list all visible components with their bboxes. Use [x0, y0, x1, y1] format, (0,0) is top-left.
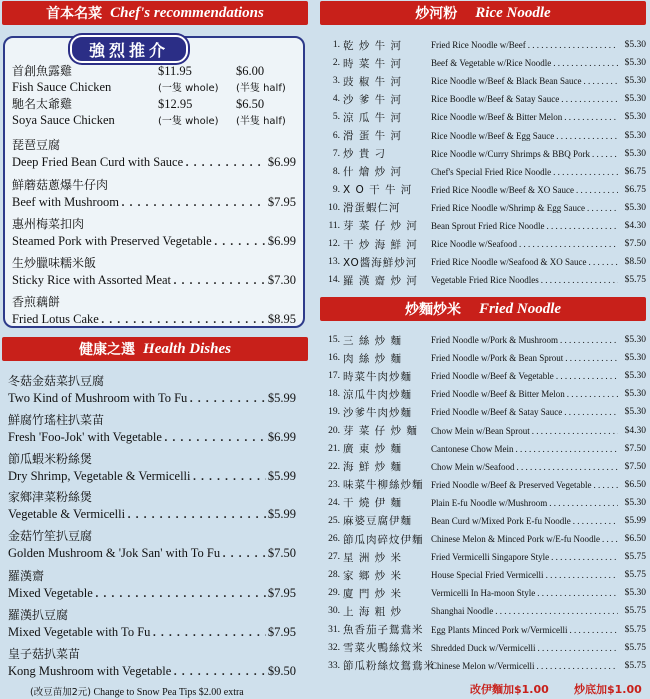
health-header-en: Health Dishes: [143, 340, 231, 357]
item-number: 7.: [332, 148, 340, 159]
item-price: $7.50: [624, 443, 646, 454]
item-price: $6.50: [624, 479, 646, 490]
efu-extra: 改伊麵加$1.00: [470, 683, 549, 696]
dot-leader: [602, 534, 618, 544]
crispy-extra: 炒底加$1.00: [574, 683, 642, 696]
item-zh: 滑 蛋 牛 河: [343, 130, 403, 143]
chef-header-zh: 首本名菜: [46, 6, 103, 22]
menu-row: [316, 602, 646, 620]
dot-leader: [564, 407, 618, 417]
dot-leader: [519, 239, 618, 249]
item-price: $7.95: [267, 195, 296, 209]
health-header-zh: 健康之選: [79, 342, 136, 358]
menu-row: [316, 639, 646, 657]
item-zh: 生炒臘味糯米飯: [12, 256, 97, 270]
chef-item: [12, 293, 296, 328]
chef-header-en: Chef's recommendations: [110, 4, 264, 21]
dot-leader: [551, 552, 618, 562]
item-price: $4.30: [624, 425, 646, 436]
item-en: Vegetable Fried Rice Noodles: [431, 275, 539, 286]
rice-list: [316, 36, 646, 289]
item-price: $5.75: [624, 275, 646, 286]
dot-leader: [573, 516, 618, 526]
menu-row: [316, 421, 646, 439]
item-en: Vegetable & Vermicelli: [8, 507, 126, 521]
item-price: $9.50: [267, 664, 296, 678]
dot-leader: [583, 76, 618, 86]
item-zh: 沙 爹 牛 河: [343, 93, 403, 106]
item-zh: 節瓜肉碎炆伊麵: [343, 533, 424, 546]
item-en: Fried Noodle w/Beef & Bitter Melon: [431, 389, 565, 400]
item-en: Sticky Rice with Assorted Meat: [12, 273, 172, 287]
item-price: $7.50: [624, 461, 646, 472]
item-number: 23.: [328, 479, 340, 490]
item-price: $5.75: [624, 606, 646, 617]
item-number: 11.: [328, 220, 340, 231]
item-price: $6.75: [624, 184, 646, 195]
item-en: Deep Fried Bean Curd with Sauce: [12, 155, 184, 169]
menu-row: [316, 548, 646, 566]
item-en: Chow Mein w/Bean Sprout: [431, 425, 530, 436]
menu-row: [316, 494, 646, 512]
item-price: $5.30: [624, 389, 646, 400]
item-zh: 涼 瓜 牛 河: [343, 111, 403, 124]
dot-leader: [564, 112, 618, 122]
item-zh: 家 鄉 炒 米: [343, 569, 403, 582]
item-number: 9.: [332, 184, 340, 195]
dot-leader: [546, 570, 618, 580]
item-zh: XO醬海鮮炒河: [343, 256, 418, 269]
item-en: Fresh 'Foo-Jok' with Vegetable: [8, 430, 162, 444]
item-price: $5.30: [624, 497, 646, 508]
dot-leader: [532, 426, 618, 436]
health-header: [2, 337, 308, 361]
item-zh: 涼瓜牛肉炒麵: [343, 388, 412, 401]
health-item: [8, 645, 296, 680]
item-zh: 什 燴 炒 河: [343, 166, 403, 179]
item-number: 8.: [332, 166, 340, 177]
item-price-whole: $11.95: [158, 64, 192, 78]
item-en: Mixed Vegetable with To Fu: [8, 625, 151, 639]
item-number: 16.: [328, 353, 340, 364]
item-zh: 馳名太爺雞: [12, 97, 73, 111]
chef-item: [12, 215, 296, 250]
item-price: $6.50: [624, 534, 646, 545]
dot-leader: [594, 480, 618, 490]
dot-leader: [567, 389, 618, 399]
item-zh: 雪菜火鴨絲炆米: [343, 642, 424, 655]
item-price: $5.30: [624, 588, 646, 599]
item-price: $6.99: [267, 234, 296, 248]
health-item: [8, 488, 296, 523]
item-price: $6.75: [624, 166, 646, 177]
dot-leader: [576, 185, 618, 195]
item-en: Fried Rice Noodle w/Beef: [431, 40, 526, 51]
item-en: Fried Noodle w/Beef & Preserved Vegetable: [431, 479, 592, 490]
menu-row: [316, 512, 646, 530]
item-en: Cantonese Chow Mein: [431, 443, 514, 454]
item-en: Beef & Vegetable w/Rice Noodle: [431, 58, 552, 69]
menu-row: [316, 476, 646, 494]
item-price: $5.75: [624, 552, 646, 563]
item-number: 6.: [332, 130, 340, 141]
item-en: Rice Noodle w/Curry Shrimps & BBQ Pork: [431, 148, 590, 159]
item-number: 19.: [328, 407, 340, 418]
item-price: $5.30: [624, 353, 646, 364]
item-en: Fried Vermicelli Singapore Style: [431, 552, 550, 563]
dot-leader: [537, 588, 618, 598]
item-en: Fried Rice Noodle w/Seafood & XO Sauce: [431, 257, 587, 268]
dot-leader: [565, 353, 618, 363]
item-size-whole: (一隻 whole): [158, 83, 219, 94]
item-number: 24.: [328, 497, 340, 508]
item-price: $5.99: [624, 515, 646, 526]
item-number: 14.: [328, 275, 340, 286]
dot-leader: [495, 606, 618, 616]
chef-item: [12, 176, 296, 211]
item-number: 28.: [328, 570, 340, 581]
note-en: Change to Snow Pea Tips $2.00 extra: [93, 687, 244, 698]
item-en: Fried Rice Noodle w/Shrimp & Egg Sauce: [431, 202, 585, 213]
dot-leader: [536, 661, 618, 671]
dot-leader: [553, 167, 618, 177]
item-price: $5.75: [624, 642, 646, 653]
menu-row: [316, 145, 646, 163]
item-zh: 時菜牛肉炒麵: [343, 370, 412, 383]
item-number: 30.: [328, 606, 340, 617]
chef-item: [12, 95, 296, 128]
item-zh: 豉 椒 牛 河: [343, 75, 403, 88]
item-en: Shredded Duck w/Vermicelli: [431, 642, 536, 653]
item-zh: 節瓜蝦米粉絲煲: [8, 452, 93, 466]
item-number: 32.: [328, 642, 340, 653]
item-en: Fried Noodle w/Beef & Satay Sauce: [431, 407, 563, 418]
menu-row: [316, 181, 646, 199]
dot-leader: [556, 131, 618, 141]
dot-leader: [560, 335, 618, 345]
item-price: $4.30: [624, 220, 646, 231]
menu-row: [316, 385, 646, 403]
menu-row: [316, 331, 646, 349]
item-price: $5.30: [624, 148, 646, 159]
item-price-whole: $12.95: [158, 97, 193, 111]
item-en: Mixed Vegetable: [8, 586, 93, 600]
item-zh: 海 鮮 炒 麵: [343, 461, 403, 474]
dot-leader: [587, 203, 618, 213]
item-price: $5.30: [624, 94, 646, 105]
item-zh: 鮮腐竹瑤柱扒菜苗: [8, 413, 105, 427]
item-en: Soya Sauce Chicken: [12, 113, 115, 127]
item-price: $6.99: [267, 430, 296, 444]
item-en: Fried Noodle w/Beef & Vegetable: [431, 371, 554, 382]
fried-header: [320, 297, 646, 321]
dot-leader: [549, 498, 618, 508]
item-size-half: (半隻 half): [236, 116, 286, 127]
menu-row: [316, 367, 646, 385]
item-en: Fried Rice Noodle w/Beef & XO Sauce: [431, 184, 574, 195]
chef-header: [2, 1, 308, 25]
item-price: $7.95: [267, 586, 296, 600]
item-zh: 冬菇金菇菜扒豆腐: [8, 374, 105, 388]
item-zh: 羅漢扒豆腐: [8, 608, 69, 622]
item-number: 21.: [328, 443, 340, 454]
fried-list: [316, 331, 646, 675]
item-zh: 星 洲 炒 米: [343, 551, 403, 564]
item-en: Plain E-fu Noodle w/Mushroom: [431, 497, 548, 508]
dot-leader: [592, 149, 618, 159]
menu-row: [316, 657, 646, 675]
menu-row: [316, 566, 646, 584]
menu-row: [316, 253, 646, 271]
menu-row: [316, 199, 646, 217]
item-number: 2.: [332, 58, 340, 69]
item-en: Rice Noodle w/Beef & Black Bean Sauce: [431, 76, 582, 87]
menu-row: [316, 458, 646, 476]
item-number: 12.: [328, 239, 340, 250]
item-zh: 三 絲 炒 麵: [343, 334, 403, 347]
menu-row: [316, 126, 646, 144]
chef-badge: 強烈推介: [70, 35, 188, 63]
item-zh: 芽 菜 仔 炒 麵: [343, 425, 418, 438]
item-en: Two Kind of Mushroom with To Fu: [8, 391, 188, 405]
item-number: 18.: [328, 389, 340, 400]
menu-row: [316, 235, 646, 253]
item-price: $7.50: [624, 239, 646, 250]
item-size-half: (半隻 half): [236, 83, 286, 94]
item-price: $5.30: [624, 58, 646, 69]
menu-row: [316, 72, 646, 90]
item-number: 33.: [328, 660, 340, 671]
item-zh: 首創魚露雞: [12, 64, 73, 78]
dot-leader: [556, 371, 618, 381]
dot-leader: [537, 643, 618, 653]
item-en: Chinese Melon & Minced Pork w/E-fu Noodle: [431, 534, 600, 545]
item-number: 5.: [332, 112, 340, 123]
item-number: 17.: [328, 371, 340, 382]
item-price: $5.30: [624, 371, 646, 382]
dot-leader: [546, 221, 618, 231]
note-zh: (改豆苗加2元): [30, 687, 91, 698]
item-number: 15.: [328, 335, 340, 346]
health-item: [8, 450, 296, 485]
item-en: Egg Plants Minced Pork w/Vermicelli: [431, 624, 568, 635]
menu-row: [316, 54, 646, 72]
item-zh: 琵琶豆腐: [12, 138, 61, 152]
menu-row: [316, 440, 646, 458]
item-number: 31.: [328, 624, 340, 635]
item-zh: 肉 絲 炒 麵: [343, 352, 403, 365]
rice-header-zh: 炒河粉: [415, 6, 458, 22]
item-price: $5.30: [624, 407, 646, 418]
item-zh: 上 海 粗 炒: [343, 605, 403, 618]
item-en: Golden Mushroom & 'Jok San' with To Fu: [8, 546, 221, 560]
item-price: $5.30: [624, 335, 646, 346]
item-en: Chef's Special Fried Rice Noodle: [431, 166, 552, 177]
menu-row: [316, 217, 646, 235]
item-zh: 皇子菇扒菜苗: [8, 647, 81, 661]
item-number: 1.: [332, 40, 340, 51]
health-item: [8, 527, 296, 562]
item-price: $8.95: [267, 312, 296, 326]
dot-leader: [553, 58, 618, 68]
item-price: $7.95: [267, 625, 296, 639]
dot-leader: [588, 257, 618, 267]
item-number: 25.: [328, 515, 340, 526]
item-en: Rice Boodle w/Beef & Satay Sauce: [431, 94, 560, 105]
menu-row: [316, 108, 646, 126]
item-number: 26.: [328, 534, 340, 545]
item-zh: X O 干 牛 河: [343, 184, 413, 197]
item-price: $7.50: [267, 546, 296, 560]
item-price: $5.30: [624, 76, 646, 87]
dot-leader: [561, 94, 618, 104]
item-en: Beef with Mushroom: [12, 195, 119, 209]
item-en: House Special Fried Vermicelli: [431, 570, 544, 581]
chef-item: [12, 62, 296, 95]
health-item: [8, 411, 296, 446]
item-zh: 羅漢齋: [8, 569, 45, 583]
menu-row: [316, 349, 646, 367]
item-number: 29.: [328, 588, 340, 599]
item-price: $5.30: [624, 202, 646, 213]
dot-leader: [541, 275, 618, 285]
health-item: [8, 567, 296, 602]
item-number: 22.: [328, 461, 340, 472]
item-en: Bean Curd w/Mixed Pork E-fu Noodle: [431, 515, 571, 526]
fried-header-en: Fried Noodle: [478, 300, 562, 317]
health-item: [8, 606, 296, 641]
item-zh: 鮮蘑菇蔥爆牛仔肉: [12, 178, 109, 192]
item-price-half: $6.00: [236, 64, 265, 78]
item-number: 4.: [332, 94, 340, 105]
item-en: Rice Noodle w/Seafood: [431, 239, 517, 250]
rice-header-en: Rice Noodle: [475, 4, 551, 21]
menu-row: [316, 163, 646, 181]
item-en: Vermicelli In Ha-moon Style: [431, 588, 536, 599]
dot-leader: [516, 444, 619, 454]
dot-leader: [569, 625, 618, 635]
item-size-whole: (一隻 whole): [158, 116, 219, 127]
item-en: Bean Sprout Fried Rice Noodle: [431, 220, 545, 231]
item-zh: 魚香茄子鴛鴦米: [343, 624, 424, 637]
item-zh: 滑蛋蝦仁河: [343, 202, 401, 215]
menu-row: [316, 271, 646, 289]
item-zh: 惠州梅菜扣肉: [12, 217, 85, 231]
item-zh: 香煎藕餅: [12, 295, 61, 309]
item-number: 20.: [328, 425, 340, 436]
chef-item: [12, 254, 296, 289]
menu-row: [316, 584, 646, 602]
item-number: 13.: [328, 257, 340, 268]
item-zh: 麻婆豆腐伊麵: [343, 515, 412, 528]
item-zh: 金菇竹笙扒豆腐: [8, 529, 93, 543]
item-price: $5.75: [624, 660, 646, 671]
menu-row: [316, 403, 646, 421]
item-price: $5.75: [624, 624, 646, 635]
item-price-half: $6.50: [236, 97, 265, 111]
item-zh: 芽 菜 仔 炒 河: [343, 220, 418, 233]
item-en: Shanghai Noodle: [431, 606, 494, 617]
item-zh: 廣 東 炒 麵: [343, 443, 403, 456]
item-en: Fried Noodle w/Pork & Mushroom: [431, 335, 558, 346]
item-en: Fried Noodle w/Pork & Bean Sprout: [431, 353, 564, 364]
item-en: Chow Mein w/Seafood: [431, 461, 515, 472]
snow-pea-note: [30, 684, 244, 698]
menu-row: [316, 36, 646, 54]
item-zh: 味菜牛柳絲炒麵: [343, 479, 424, 492]
item-zh: 家鄉津菜粉絲煲: [8, 490, 93, 504]
item-en: Fried Lotus Cake: [12, 312, 99, 326]
item-en: Fish Sauce Chicken: [12, 80, 112, 94]
item-zh: 沙爹牛肉炒麵: [343, 406, 412, 419]
item-zh: 時 菜 牛 河: [343, 57, 403, 70]
item-price: $5.99: [267, 507, 296, 521]
item-zh: 乾 炒 牛 河: [343, 39, 403, 52]
item-price: $6.99: [267, 155, 296, 169]
item-zh: 羅 漢 齋 炒 河: [343, 274, 418, 287]
item-price: $5.30: [624, 112, 646, 123]
menu-row: [316, 90, 646, 108]
item-price: $5.99: [267, 391, 296, 405]
item-number: 3.: [332, 76, 340, 87]
item-zh: 廈 門 炒 米: [343, 587, 403, 600]
item-en: Steamed Pork with Preserved Vegetable: [12, 234, 212, 248]
item-price: $5.99: [267, 469, 296, 483]
menu-row: [316, 621, 646, 639]
item-zh: 干 燒 伊 麵: [343, 497, 403, 510]
dot-leader: [528, 40, 618, 50]
rice-header: [320, 1, 646, 25]
item-en: Kong Mushroom with Vegetable: [8, 664, 172, 678]
item-number: 10.: [328, 202, 340, 213]
fried-header-zh: 炒麵炒米: [404, 302, 461, 318]
item-zh: 炒 貴 刁: [343, 148, 387, 161]
item-number: 27.: [328, 552, 340, 563]
item-zh: 節瓜粉絲炆鴛鴦米: [343, 660, 435, 673]
menu-row: [316, 530, 646, 548]
item-price: $5.75: [624, 570, 646, 581]
item-price: $5.30: [624, 130, 646, 141]
item-price: $7.30: [267, 273, 296, 287]
item-price: $8.50: [624, 257, 646, 268]
chef-item: [12, 136, 296, 171]
item-zh: 干 炒 海 鮮 河: [343, 238, 418, 251]
dot-leader: [517, 462, 619, 472]
item-price: $5.30: [624, 40, 646, 51]
item-en: Rice Noodle w/Beef & Bitter Melon: [431, 112, 563, 123]
health-item: [8, 372, 296, 407]
item-en: Dry Shrimp, Vegetable & Vermicelli: [8, 469, 191, 483]
item-en: Rice Noodle w/Beef & Egg Sauce: [431, 130, 555, 141]
item-en: Chinese Melon w/Vermicelli: [431, 660, 535, 671]
